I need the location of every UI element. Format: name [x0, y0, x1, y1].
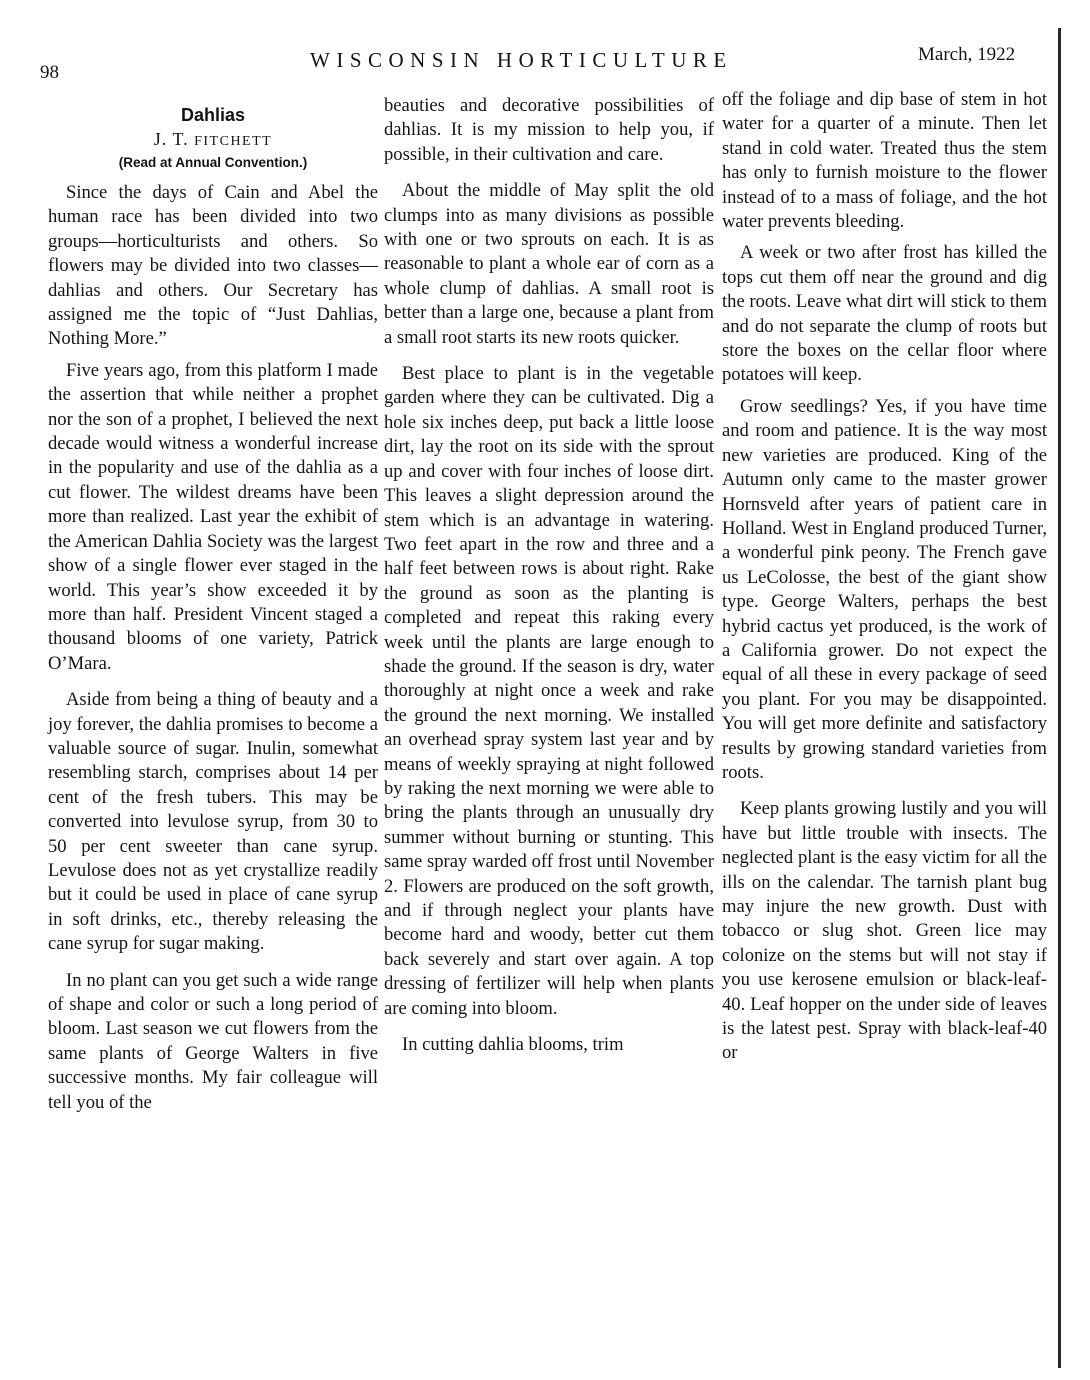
paragraph: In cutting dahlia blooms, trim	[402, 1034, 624, 1056]
column-2	[384, 94, 714, 1344]
paragraph: In no plant can you get such a wide range of shape and color or such a long period of bloom. Last season we cut flowers from the same plants of George Walters in five successive months. My fair colleague will tell you of the	[48, 969, 378, 1113]
paragraph: About the middle of May split the old clumps into as many divisions as possible with one or two sprouts on each. It is as reasonable to plant a whole ear of corn as a whole clump of dahlias. A small root is better than a large one, because a plant from a small root starts its new roots quicker.	[384, 180, 714, 348]
issue-date: March, 1922	[918, 44, 1016, 65]
paragraph: Five years ago, from this platform I made the assertion that while neither a prophet nor the son of a prophet, I believed the next decade would witness a wonderful increase in the popularity and use of the dahlia as a cut flower. The wildest dreams have been more than realized. Last year the exhibit of the American Dahlia Society was the largest show of a single flower ever staged in the world. This year’s show exceeded it by more than half. President Vincent staged a thousand blooms of one variety, Patrick O’Mara.	[48, 359, 378, 674]
column-3	[722, 88, 1047, 1338]
article-author	[48, 128, 378, 153]
running-header	[40, 44, 1040, 83]
paragraph: beauties and decorative possibilities of dahlias. It is my mission to help you, if possible, in their cultivation and care.	[384, 95, 714, 165]
paragraph: Grow seedlings? Yes, if you have time and room and patience. It is the way most new varieties are produced. King of the Autumn only came to the master grower Hornsveld after years of patient care in Holland. West in England produced Turner, a wonderful pink peony. The French gave us LeColosse, the best of the giant show type. George Walters, perhaps the best hybrid cactus yet produced, is the work of a California grower. Do not expect the equal of all these in every package of seed you plant. For you may be disappointed. You will get more definite and satisfactory results by growing standard varieties from roots.	[722, 395, 1047, 783]
article-title: Dahlias	[180, 105, 246, 125]
paragraph: Aside from being a thing of beauty and a joy forever, the dahlia promises to become a valuable source of sugar. Inulin, somewhat resembling starch, comprises about 14 per cent of the fresh tubers. This may be converted into levulose syrup, from 30 to 50 per cent sweeter than cane syrup. Levulose does not as yet crystallize readily but it could be used in place of cane syrup in soft drinks, etc., thereby releasing the cane syrup for sugar making.	[48, 689, 378, 955]
paragraph: off the foliage and dip base of stem in hot water for a quarter of a minute. Then let stand in cold water. Treated thus the stem has only to furnish moisture to the flower instead of to a mass of foliage, and the hot water prevents bleeding.	[722, 89, 1047, 233]
page-number: 98	[40, 62, 59, 83]
column-1	[48, 94, 378, 1344]
paragraph: Keep plants growing lustily and you will have but little trouble with insects. The neglected plant is the easy victim for all the ills on the calendar. The tarnish plant bug may injure the new growth. Dust with tobacco or slug shot. Green lice may colonize on the stems but will not stay if you use kerosene emulsion or black-leaf-40. Leaf hopper on the under side of leaves is the latest pest. Spray with black-leaf-40 or	[722, 798, 1047, 1064]
author-initials: J. T.	[153, 129, 189, 149]
author-surname: FITCHETT	[194, 134, 273, 149]
article-note: (Read at Annual Convention.)	[118, 155, 308, 170]
page-edge-rule	[1058, 28, 1061, 1368]
journal-title: WISCONSIN HORTICULTURE	[310, 48, 733, 72]
paragraph: Since the days of Cain and Abel the human race has been divided into two groups—horticulturists and others. So flowers may be divided into two classes—dahlias and others. Our Secretary has assigned me the topic of “Just Dahlias, Nothing More.”	[48, 182, 378, 350]
paragraph: Best place to plant is in the vegetable garden where they can be cultivated. Dig a hole six inches deep, put back a little loose dirt, lay the root on its side with the sprout up and cover with four inches of loose dirt. This leaves a slight depression around the stem which is an advantage in watering. Two feet apart in the row and three and a half feet between rows is about right. Rake the ground as soon as the planting is completed and repeat this raking every week until the plants are large enough to shade the ground. If the season is dry, water thoroughly at night once a week and rake the ground the next morning. We installed an overhead spray system last year and by means of weekly spraying at night followed by raking the next morning we were able to bring the plants through an unusually dry summer without burning or stunting. This same spray warded off frost until November 2. Flowers are produced on the soft growth, and if through neglect your plants have become hard and woody, better cut them back severely and start over again. A top dressing of fertilizer will help when plants are coming into bloom.	[384, 363, 714, 1019]
paragraph: A week or two after frost has killed the tops cut them off near the ground and dig the roots. Leave what dirt will stick to them and do not separate the clump of roots but store the boxes on the cellar floor where potatoes will keep.	[722, 242, 1047, 386]
